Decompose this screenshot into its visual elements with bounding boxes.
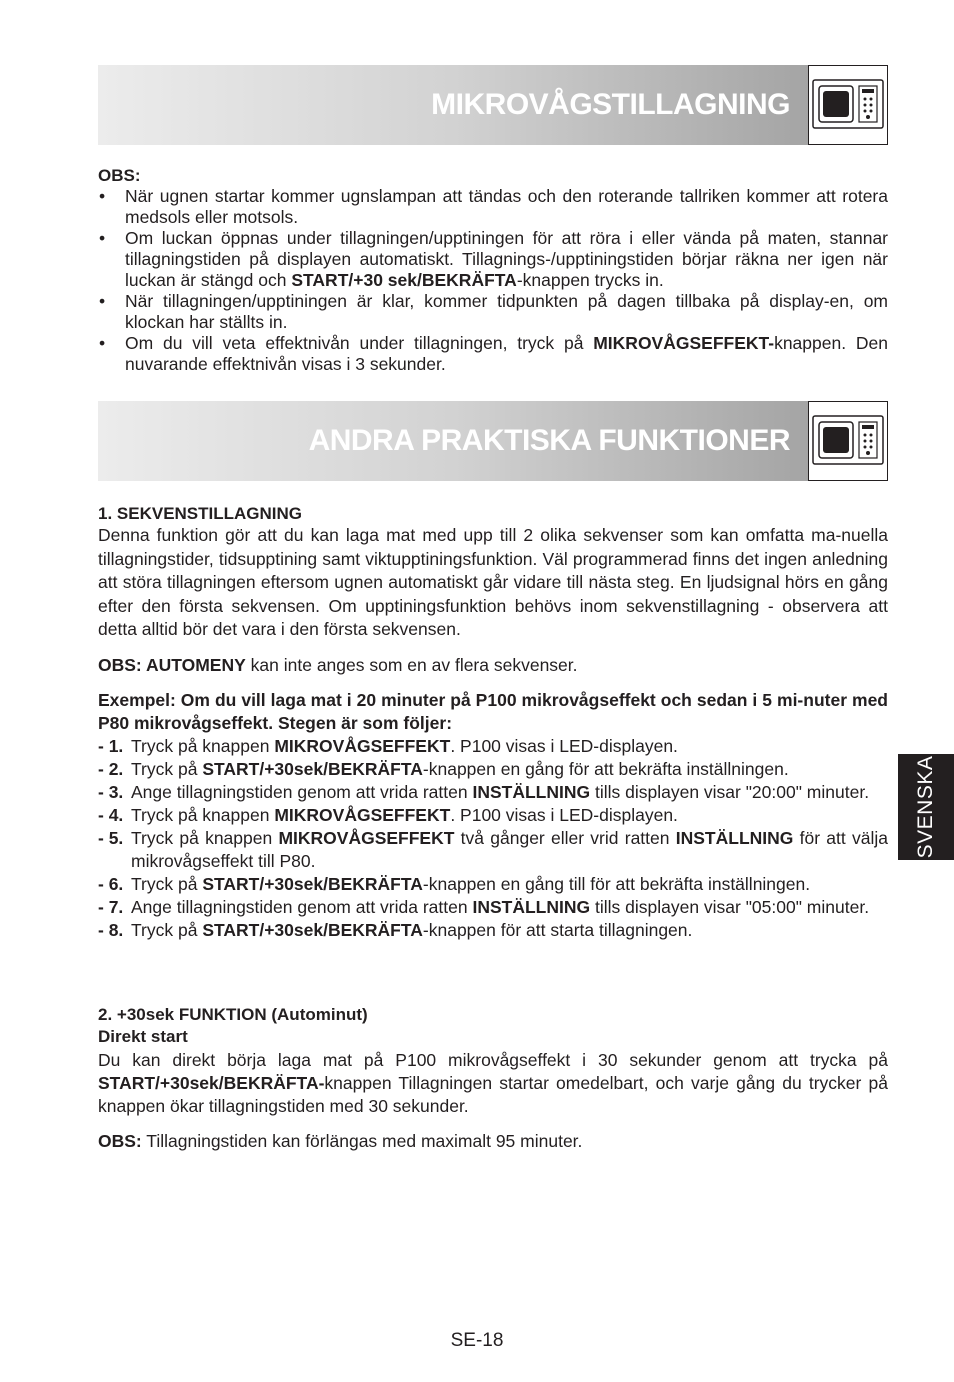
section-title: MIKROVÅGSTILLAGNING [431, 88, 790, 121]
obs-bullet: • Om luckan öppnas under tillagningen/upptiningen för att röra i eller vända på maten, stannar tillagningstiden på displayen automatiskt. Tillagnings-/upptiningstiden börjar räkna ner igen när luckan är stängd och START/+30 sek/BEKRÄFTA-knappen trycks in. [98, 228, 888, 291]
obs-bullet: • Om du vill veta effektnivån under tillagningen, tryck på MIKROVÅGSEFFEKT-knappen. Den nuvarande effektnivån visas i 3 sekunder. [98, 333, 888, 375]
step-number: - 3. [98, 781, 124, 802]
obs-notes [98, 165, 888, 375]
step-item: - 3. Ange tillagningstiden genom att vrida ratten INSTÄLLNING tills displayen visar "20:00" minuter. [98, 781, 870, 802]
step-number: - 5. [98, 827, 124, 848]
language-tab-label: SVENSKA [914, 755, 937, 859]
step-item: - 6. Tryck på START/+30sek/BEKRÄFTA-knappen en gång till för att bekräfta inställningen. [98, 873, 811, 894]
step-item: - 2. Tryck på START/+30sek/BEKRÄFTA-knappen en gång för att bekräfta inställningen. [98, 758, 789, 779]
sequence-section [98, 503, 888, 942]
section-banner-functions [98, 401, 888, 481]
step-number: - 8. [98, 919, 124, 940]
step-item: - 5. Tryck på knappen MIKROVÅGSEFFEKT två gånger eller vrid ratten INSTÄLLNING för att välja mikrovågseffekt till P80. [98, 827, 888, 871]
plus30-section [98, 1004, 888, 1152]
step-number: - 2. [98, 758, 124, 779]
example-steps [98, 735, 888, 942]
obs-bullet: • När ugnen startar kommer ugnslampan att tändas och den roterande tallriken kommer att rotera medsols eller motsols. [98, 186, 888, 228]
step-item: - 4. Tryck på knappen MIKROVÅGSEFFEKT. P100 visas i LED-displayen. [98, 804, 678, 825]
step-item: - 7. Ange tillagningstiden genom att vrida ratten INSTÄLLNING tills displayen visar "05:00" minuter. [98, 896, 870, 917]
plus30-obs: OBS: Tillagningstiden kan förlängas med maximalt 95 minuter. [98, 1131, 583, 1151]
plus30-paragraph: Du kan direkt börja laga mat på P100 mikrovågseffekt i 30 sekunder genom att trycka på START/+30sek/BEKRÄFTA-knappen Tillagningen startar omedelbart, och varje gång du trycker på knappen ökar tillagningstiden med 30 sekunder. [98, 1050, 888, 1116]
step-number: - 6. [98, 873, 124, 894]
section-title: ANDRA PRAKTISKA FUNKTIONER [308, 424, 790, 457]
step-item: - 8. Tryck på START/+30sek/BEKRÄFTA-knappen för att starta tillagningen. [98, 919, 693, 940]
page-number: SE-18 [450, 1330, 504, 1351]
sequence-heading: 1. SEKVENSTILLAGNING [98, 504, 303, 523]
step-item: - 1. Tryck på knappen MIKROVÅGSEFFEKT. P100 visas i LED-displayen. [98, 735, 678, 756]
step-number: - 4. [98, 804, 124, 825]
obs-bullet: • När tillagningen/upptiningen är klar, kommer tidpunkten på dagen tillbaka på display-en, om klockan har ställts in. [98, 291, 888, 333]
example-heading: Exempel: Om du vill laga mat i 20 minuter på P100 mikrovågseffekt och sedan i 5 mi-nuter med P80 mikrovågseffekt. Stegen är som följer: [98, 689, 888, 733]
microwave-icon [808, 401, 888, 481]
microwave-icon [808, 65, 888, 145]
direct-start-heading: Direkt start [98, 1027, 188, 1046]
obs-label: OBS: [98, 166, 141, 185]
plus30-heading: 2. +30sek FUNKTION (Autominut) [98, 1005, 368, 1024]
step-number: - 7. [98, 896, 124, 917]
step-number: - 1. [98, 735, 124, 756]
sequence-obs: OBS: AUTOMENY kan inte anges som en av flera sekvenser. [98, 654, 578, 675]
sequence-paragraph: Denna funktion gör att du kan laga mat med upp till 2 olika sekvenser som kan omfatta ma-nuella tillagningstider, tidsupptining samt viktupptiningsfunktion. Väl programmerad finns det ingen anledning att störa tillagningen eftersom ugnen automatiskt går vidare till nästa steg. En ljudsignal hörs en gång efter den första sekvensen. Om upptiningsfunktion behövs inom sekvenstillagning - observera att detta alltid bör det vara i den första sekvensen. [98, 525, 888, 639]
language-tab [898, 754, 954, 860]
section-banner-cooking [98, 65, 888, 145]
